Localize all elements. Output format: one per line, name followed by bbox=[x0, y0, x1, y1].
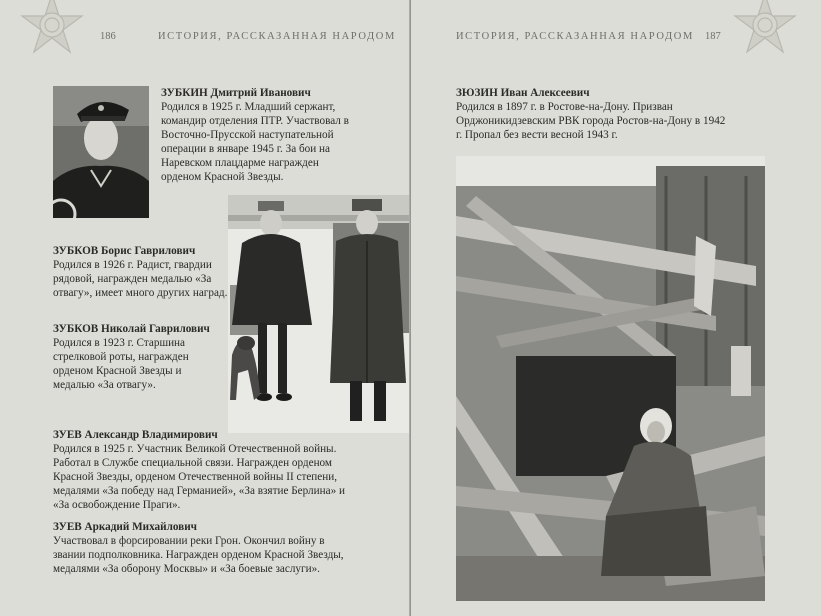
order-medal-icon bbox=[16, 0, 88, 64]
right-page bbox=[411, 0, 821, 616]
entry-text: Родился в 1925 г. Участник Великой Отечественной войны. Работал в Службе специальной связи. Награжден орденом Красной Звезды, орденом Отечественной войны II степени, медалями «За победу над Германией», «За взятие Берлина» и «За освобождение Праги». bbox=[53, 443, 345, 511]
order-medal-icon bbox=[729, 0, 801, 64]
entry-name: ЗУЕВ Александр Владимирович bbox=[53, 429, 218, 441]
entry-text: Родился в 1926 г. Радист, гвардии рядовой, награжден медалью «За отвагу», имеет много других наград. bbox=[53, 259, 228, 299]
entry-text: Родился в 1923 г. Старшина стрелковой роты, награжден орденом Красной Звезды и медалью «За отвагу». bbox=[53, 337, 189, 391]
entry-name: ЗЮЗИН Иван Алексеевич bbox=[456, 87, 590, 99]
entry-name: ЗУЕВ Аркадий Михайлович bbox=[53, 521, 197, 533]
page-number: 186 bbox=[100, 31, 116, 42]
photo-ruined-house-woman bbox=[456, 156, 765, 601]
running-title: ИСТОРИЯ, РАССКАЗАННАЯ НАРОДОМ bbox=[158, 31, 396, 42]
entry-zubkin bbox=[161, 86, 361, 184]
entry-zyuzin bbox=[456, 86, 726, 142]
entry-text: Родился в 1897 г. в Ростове-на-Дону. Призван Орджоникидзевским РВК города Ростов-на-Дону в 1942 г. Пропал без вести весной 1943 г. bbox=[456, 101, 726, 141]
entry-name: ЗУБКОВ Николай Гаврилович bbox=[53, 323, 210, 335]
entry-zuev-alexander bbox=[53, 428, 353, 512]
left-page bbox=[0, 0, 410, 616]
entry-zuev-arkady bbox=[53, 520, 353, 576]
entry-zubkov-boris bbox=[53, 244, 228, 300]
running-title: ИСТОРИЯ, РАССКАЗАННАЯ НАРОДОМ bbox=[456, 31, 694, 42]
entry-name: ЗУБКИН Дмитрий Иванович bbox=[161, 87, 311, 99]
entry-text: Родился в 1925 г. Младший сержант, командир отделения ПТР. Участвовал в Восточно-Прусской наступательной операции в январе 1945 г. За бои на Наревском плацдарме награжден орденом Красной Звезды. bbox=[161, 101, 349, 183]
portrait-photo-zubkin bbox=[53, 86, 149, 218]
photo-two-soldiers-with-dog bbox=[228, 195, 410, 433]
entry-name: ЗУБКОВ Борис Гаврилович bbox=[53, 245, 196, 257]
page-number: 187 bbox=[705, 31, 721, 42]
entry-zubkov-nikolai bbox=[53, 322, 223, 392]
entry-text: Участвовал в форсировании реки Грон. Окончил войну в звании подполковника. Награжден орденом Красной Звезды, медалями «За оборону Москвы» и «За боевые заслуги». bbox=[53, 535, 344, 575]
